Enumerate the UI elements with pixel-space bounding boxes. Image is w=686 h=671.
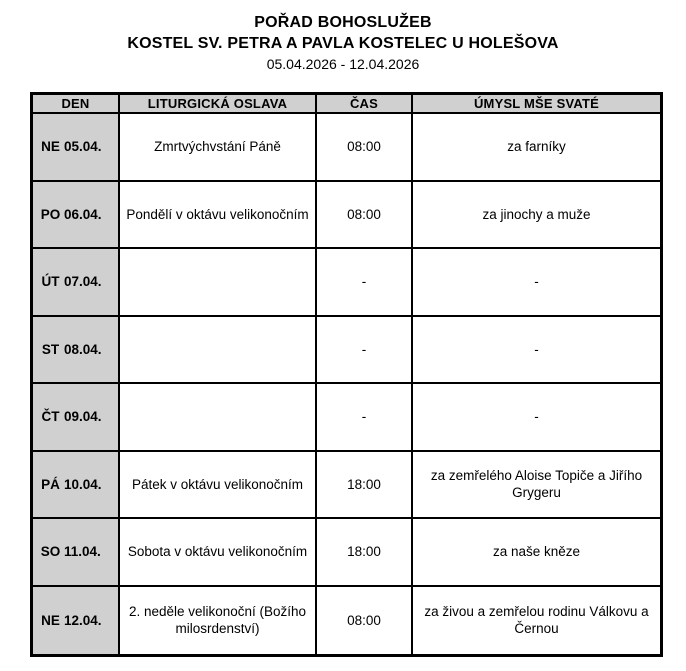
time-cell: 18:00 [317,519,413,587]
day-date: 11.04. [64,544,101,560]
table-row [33,114,660,182]
time-cell: 08:00 [317,182,413,250]
day-date: 12.04. [64,612,102,628]
table-row [33,384,660,452]
church-name: KOSTEL SV. PETRA A PAVLA KOSTELEC U HOLEŠOVA [127,35,559,52]
day-abbr: ST [41,341,60,357]
day-cell [33,249,120,317]
day-abbr: PO [40,206,61,222]
day-cell [33,452,120,520]
day-abbr: PÁ [41,476,60,492]
intention-cell: za jinochy a muže [413,182,660,250]
time-cell: - [317,317,413,385]
time-cell: - [317,384,413,452]
intention-cell: za farníky [413,114,660,182]
day-abbr: NE [41,139,60,155]
day-cell [33,384,120,452]
day-date: 08.04. [64,341,102,357]
header-den: DEN [33,95,120,114]
date-range: 05.04.2026 - 12.04.2026 [266,56,420,72]
table-row [33,317,660,385]
time-cell: 18:00 [317,452,413,520]
day-cell [33,182,120,250]
day-cell [33,587,120,655]
celebration-cell: Pondělí v oktávu velikonočním [120,182,317,250]
celebration-cell: Zmrtvýchvstání Páně [120,114,317,182]
intention-cell: za živou a zemřelou rodinu Válkovu a Černou [424,604,649,637]
time-cell: 08:00 [317,587,413,655]
intention-cell: - [413,317,660,385]
day-abbr: ČT [41,409,60,425]
intention-cell: - [413,249,660,317]
celebration-cell: Sobota v oktávu velikonočním [120,519,317,587]
celebration-cell: Pátek v oktávu velikonočním [120,452,317,520]
table-row [33,452,660,520]
table-row [33,182,660,250]
table-row [33,587,660,655]
header-umysl-mse-svate: ÚMYSL MŠE SVATÉ [413,95,660,114]
time-cell: - [317,249,413,317]
celebration-cell [120,384,317,452]
day-date: 10.04. [64,476,102,492]
schedule-table [30,92,663,657]
intention-cell: za naše kněze [413,519,660,587]
table-header-row [33,95,660,114]
celebration-cell [120,317,317,385]
day-date: 05.04. [64,139,102,155]
intention-cell: - [413,384,660,452]
day-date: 09.04. [64,409,102,425]
table-row [33,519,660,587]
table-row [33,249,660,317]
header-cas: ČAS [317,95,413,114]
celebration-cell: 2. neděle velikonoční (Božího milosrdenství) [120,587,317,655]
day-abbr: NE [41,612,60,628]
time-cell: 08:00 [317,114,413,182]
intention-cell: za zemřelého Aloise Topiče a Jiřího Grygeru [413,452,660,520]
document-header [0,12,686,75]
day-abbr: SO [40,544,61,560]
day-abbr: ÚT [41,274,60,290]
document-title: POŘAD BOHOSLUŽEB [254,14,432,31]
header-liturgicka-oslava: LITURGICKÁ OSLAVA [120,95,317,114]
day-date: 06.04. [64,206,102,222]
day-date: 07.04. [64,274,102,290]
day-cell [33,317,120,385]
day-cell [33,114,120,182]
celebration-cell [120,249,317,317]
day-cell [33,519,120,587]
